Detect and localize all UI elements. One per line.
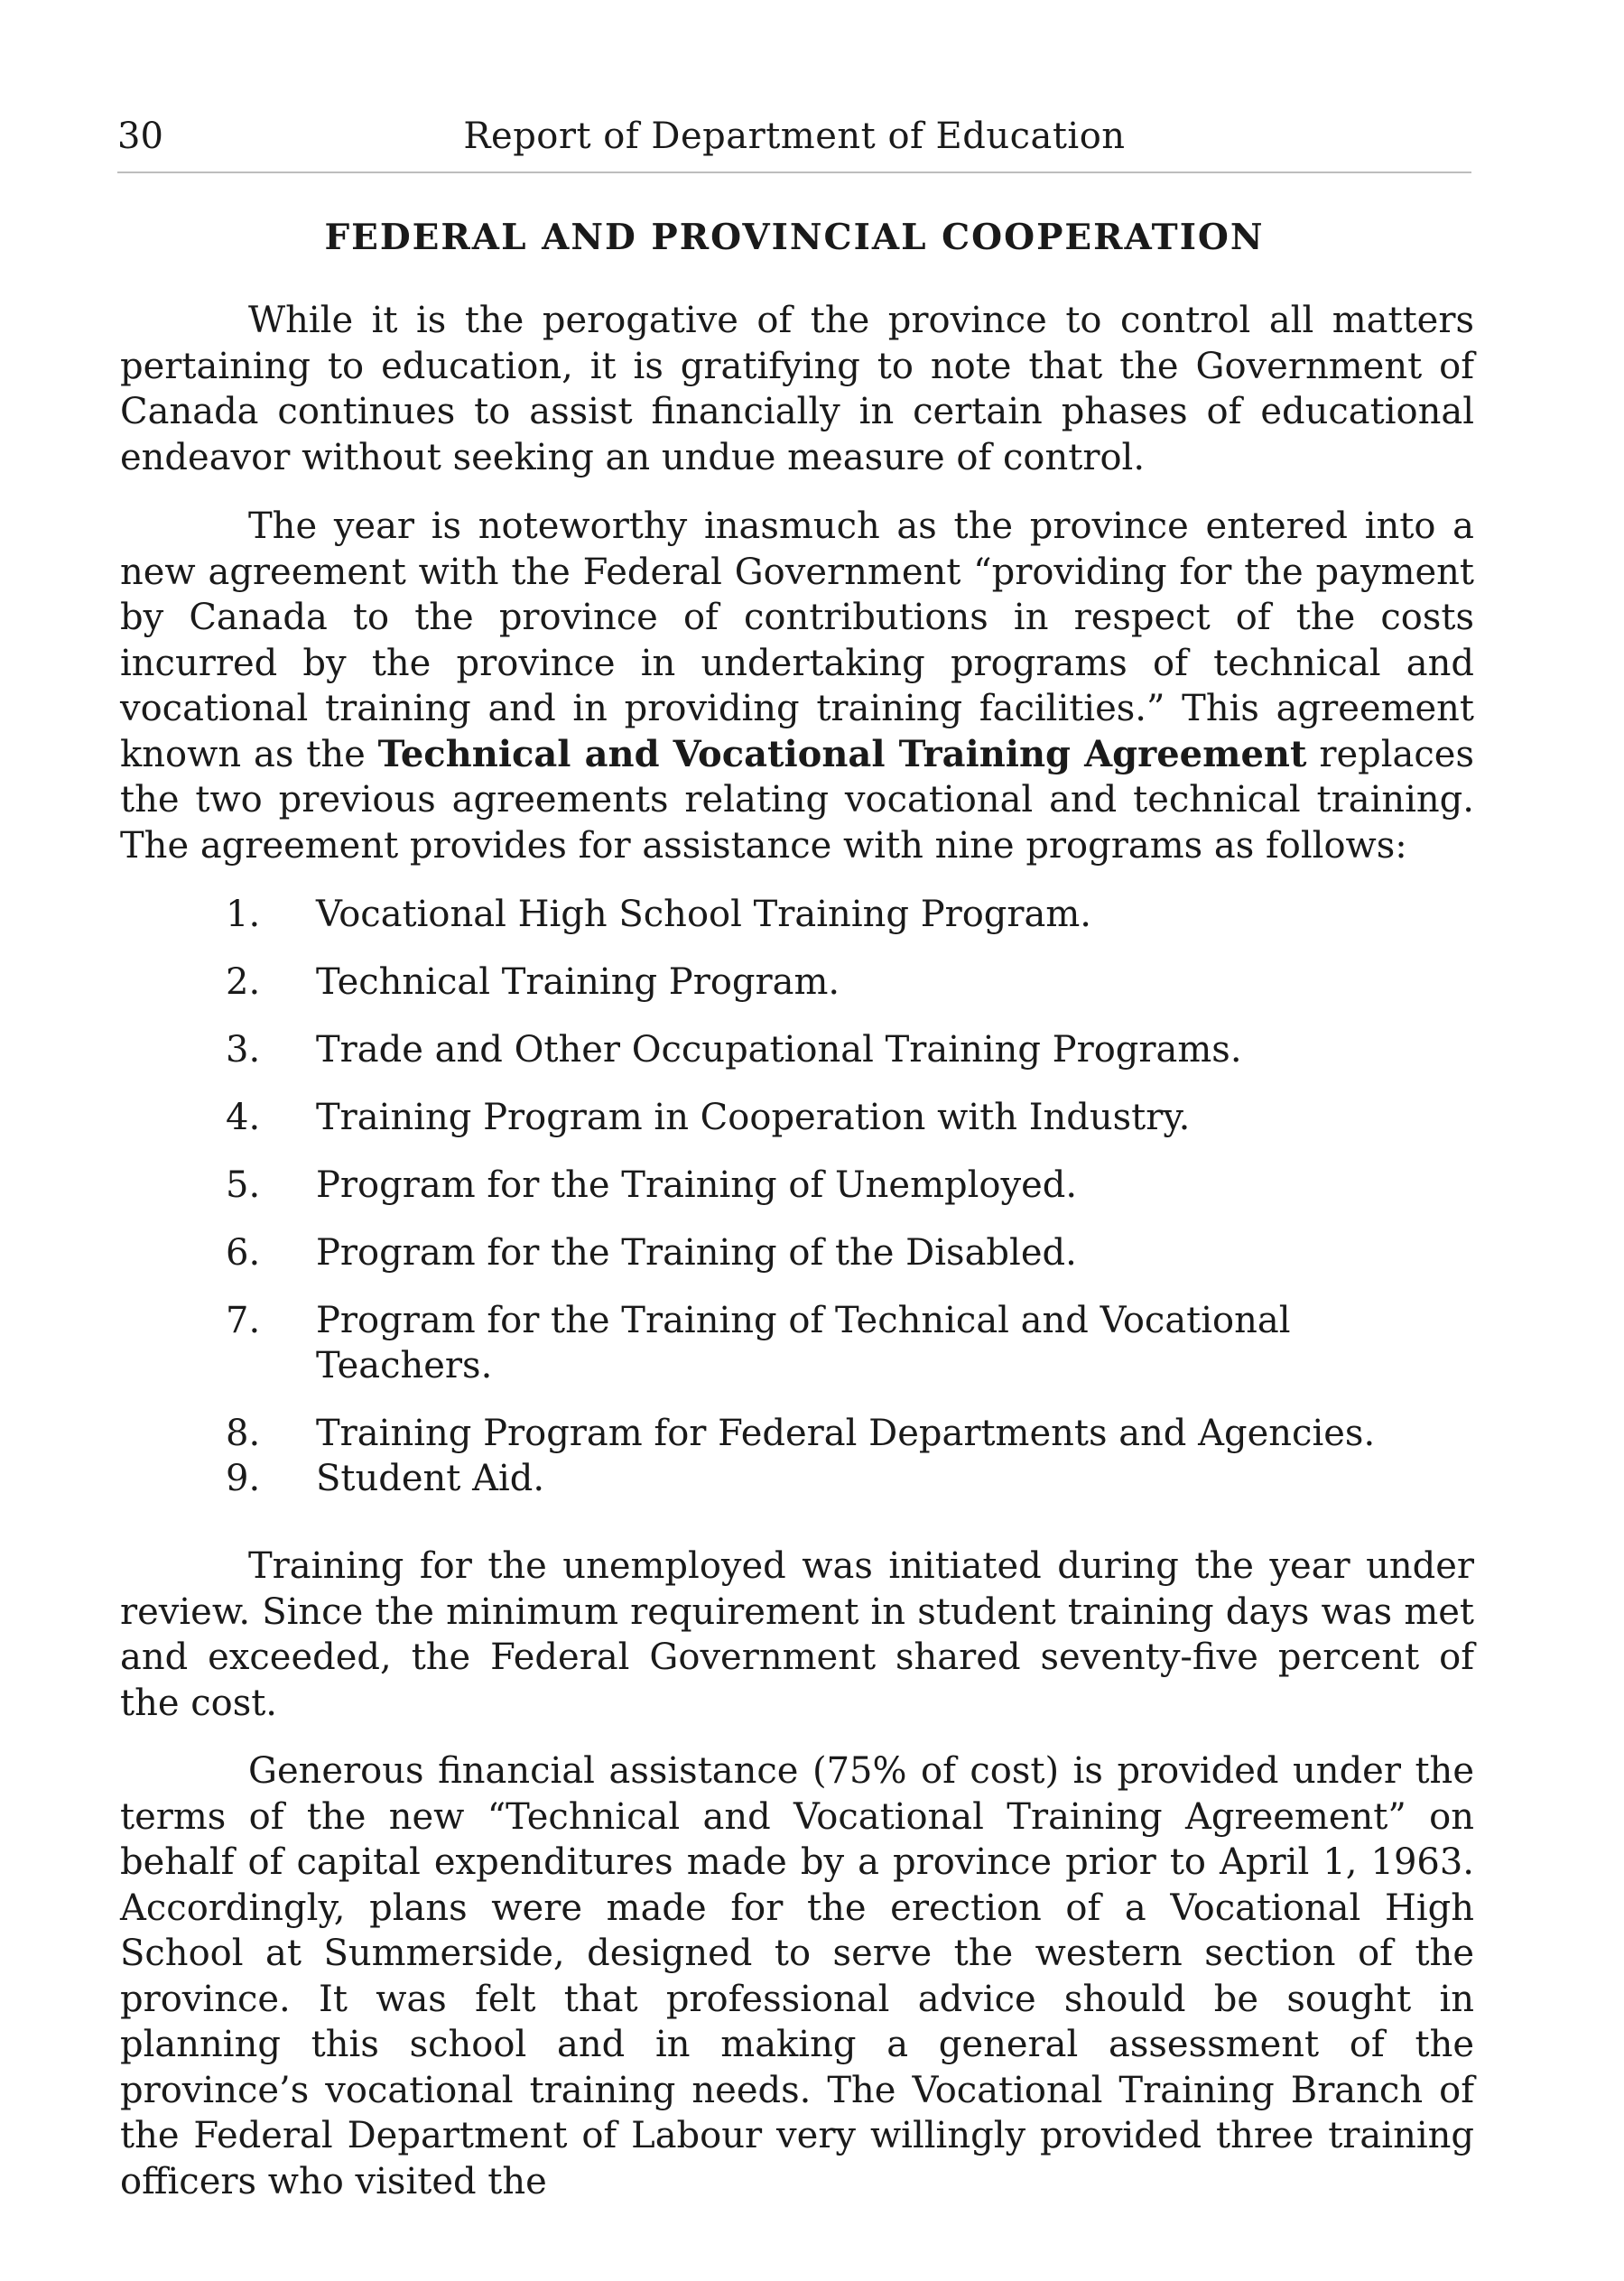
paragraph-4: Generous financial assistance (75% of cost) is provided under the terms of the new “Technical and Vocational Training Agreement” on behalf of capital expenditures made by a province prior to April 1, 1963. Accordingly, plans were made for the erection of a Vocational High School at Summerside, designed to serve the western section of the province. It was felt that professional advice should be sought in planning this school and in making a general assessment of the province’s vocational training needs. The Vocational Training Branch of the Federal Department of Labour very willingly provided three training officers who visited the: [120, 1750, 1474, 2202]
list-item-number: 5.: [226, 1164, 261, 1206]
program-list: [226, 892, 1471, 1524]
list-item: [226, 1095, 1471, 1140]
list-item-number: 1.: [226, 894, 261, 935]
list-item: [226, 960, 1471, 1005]
paragraph-2-text-b: replaces the two previous agreements relating vocational and technical training. The agreement provides for assistance with nine programs as follows:: [120, 733, 1474, 867]
page-number: 30: [117, 116, 163, 157]
list-item-text: Student Aid.: [316, 1458, 545, 1499]
header-rule: [117, 172, 1471, 173]
list-item-text: Program for the Training of Unemployed.: [316, 1164, 1078, 1206]
list-item-number: 3.: [226, 1029, 261, 1071]
list-item: [226, 1411, 1471, 1456]
paragraph-2-text-a: The year is noteworthy inasmuch as the province entered into a new agreement with the Federal Government “providing for the payment by Canada to the province of contributions in respect of the costs incurred by the province in undertaking programs of technical and vocational training and in providing training facilities.” This agreement known as the: [120, 505, 1474, 775]
paragraph-3: Training for the unemployed was initiated during the year under review. Since the minimum requirement in student training days was met and exceeded, the Federal Government shared seventy-five percent of the cost.: [120, 1545, 1474, 1724]
list-item-number: 2.: [226, 961, 261, 1003]
list-item-text: Training Program for Federal Departments and Agencies.: [316, 1413, 1376, 1454]
paragraph-2: [120, 504, 1474, 868]
paragraph-1: While it is the perogative of the province to control all matters pertaining to education, it is gratifying to note that the Government of Canada continues to assist financially in certain phases of educational endeavor without seeking an undue measure of control.: [120, 300, 1474, 478]
list-item-text: Program for the Training of the Disabled.: [316, 1232, 1077, 1274]
list-item-text: Trade and Other Occupational Training Programs.: [316, 1029, 1242, 1071]
list-item-text: Program for the Training of Technical and Vocational Teachers.: [316, 1300, 1291, 1386]
list-item-number: 7.: [226, 1300, 261, 1341]
list-item: [226, 892, 1471, 937]
list-item: [226, 1456, 1471, 1501]
section-heading: FEDERAL AND PROVINCIAL COOPERATION: [324, 217, 1265, 258]
running-title: Report of Department of Education: [463, 116, 1126, 157]
list-item: [226, 1230, 1471, 1275]
list-item-text: Vocational High School Training Program.: [316, 894, 1092, 935]
list-item-number: 6.: [226, 1232, 261, 1274]
list-item-number: 4.: [226, 1097, 261, 1138]
list-item: [226, 1163, 1471, 1208]
list-item-number: 9.: [226, 1458, 261, 1499]
running-header: [117, 116, 1471, 166]
agreement-name-bold: Technical and Vocational Training Agreement: [377, 732, 1307, 775]
list-item: [226, 1298, 1354, 1388]
list-item-text: Training Program in Cooperation with Industry.: [316, 1097, 1191, 1138]
list-item: [226, 1027, 1471, 1072]
list-item-number: 8.: [226, 1413, 261, 1454]
list-item-text: Technical Training Program.: [316, 961, 840, 1003]
